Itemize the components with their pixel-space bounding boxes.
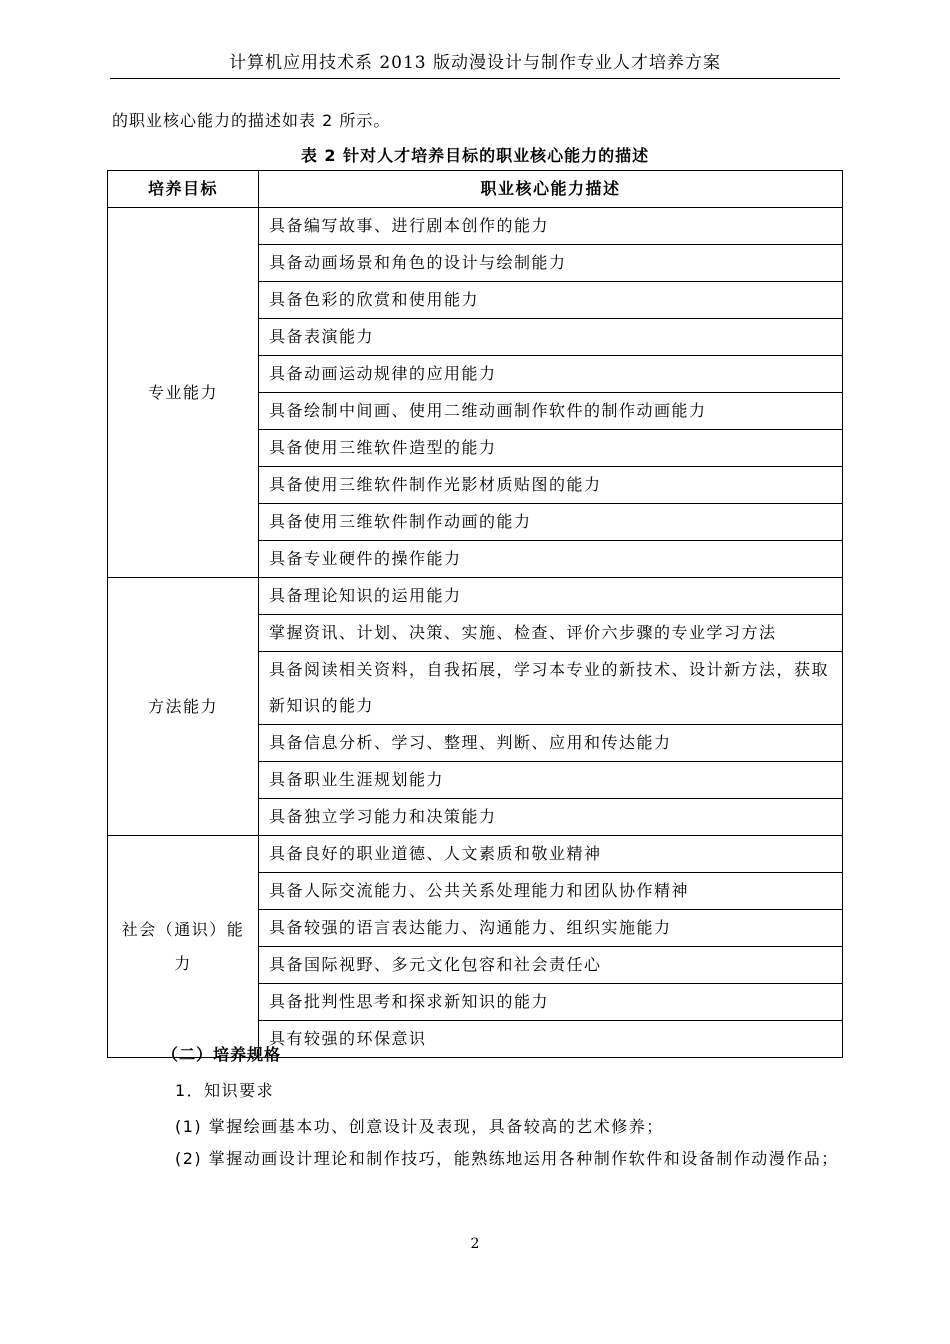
table-cell: 具备使用三维软件造型的能力 [259,430,843,467]
page-header: 计算机应用技术系 2013 版动漫设计与制作专业人才培养方案 [228,53,722,73]
section-title: （二）培养规格 [162,1045,282,1064]
table-cell: 具有较强的环保意识 [259,1021,843,1058]
table-row [108,836,843,873]
table-cell: 具备专业硬件的操作能力 [259,541,843,578]
paragraph-2: (2) 掌握动画设计理论和制作技巧，能熟练地运用各种制作软件和设备制作动漫作品； [175,1149,839,1168]
paragraph-1: (1) 掌握绘画基本功、创意设计及表现，具备较高的艺术修养； [175,1117,664,1136]
category-professional: 专业能力 [108,208,259,578]
table-cell: 具备动画场景和角色的设计与绘制能力 [259,245,843,282]
category-social: 社会（通识）能力 [108,836,259,1058]
table-cell: 具备人际交流能力、公共关系处理能力和团队协作精神 [259,873,843,910]
table-caption: 表 2 针对人才培养目标的职业核心能力的描述 [300,146,650,165]
table-cell: 具备使用三维软件制作光影材质贴图的能力 [259,467,843,504]
table-cell: 具备阅读相关资料，自我拓展，学习本专业的新技术、设计新方法，获取新知识的能力 [259,652,843,725]
column-header-description: 职业核心能力描述 [259,171,843,208]
table-header-row [108,171,843,208]
header-rule [110,78,840,79]
page-number: 2 [470,1236,480,1252]
section-subtitle: 1．知识要求 [175,1081,275,1100]
table-row [108,208,843,245]
core-ability-table [107,170,843,1058]
table-cell: 具备较强的语言表达能力、沟通能力、组织实施能力 [259,910,843,947]
table-cell: 具备动画运动规律的应用能力 [259,356,843,393]
category-method: 方法能力 [108,578,259,836]
table-cell: 具备色彩的欣赏和使用能力 [259,282,843,319]
table-cell: 具备良好的职业道德、人文素质和敬业精神 [259,836,843,873]
table-cell: 具备国际视野、多元文化包容和社会责任心 [259,947,843,984]
table-cell: 具备批判性思考和探求新知识的能力 [259,984,843,1021]
column-header-goal: 培养目标 [108,171,259,208]
table-cell: 具备独立学习能力和决策能力 [259,799,843,836]
table-cell: 具备表演能力 [259,319,843,356]
table-cell: 具备理论知识的运用能力 [259,578,843,615]
intro-text: 的职业核心能力的描述如表 2 所示。 [112,111,391,130]
table-cell: 具备使用三维软件制作动画的能力 [259,504,843,541]
table-row [108,578,843,615]
table-cell: 具备绘制中间画、使用二维动画制作软件的制作动画能力 [259,393,843,430]
table-cell: 具备职业生涯规划能力 [259,762,843,799]
table-cell: 具备信息分析、学习、整理、判断、应用和传达能力 [259,725,843,762]
table-cell: 掌握资讯、计划、决策、实施、检查、评价六步骤的专业学习方法 [259,615,843,652]
table-cell: 具备编写故事、进行剧本创作的能力 [259,208,843,245]
